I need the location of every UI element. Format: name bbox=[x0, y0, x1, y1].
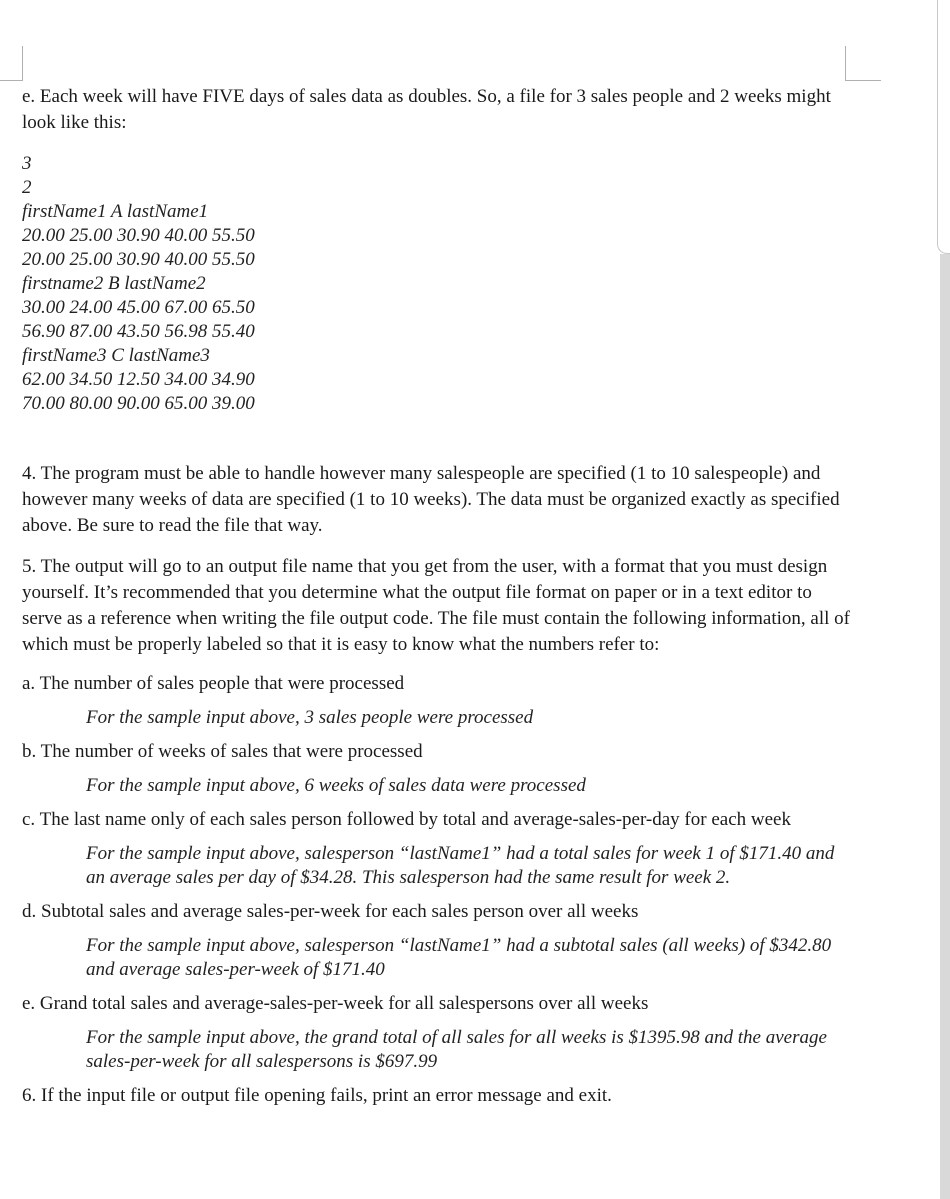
crop-mark-top-left bbox=[22, 46, 23, 81]
intro-paragraph: e. Each week will have FIVE days of sales data as doubles. So, a file for 3 sales people and 2 weeks might look like this: bbox=[22, 86, 831, 133]
sample-line: 20.00 25.00 30.90 40.00 55.50 bbox=[22, 249, 255, 270]
sample-line: 2 bbox=[22, 177, 32, 198]
example-c: For the sample input above, salesperson “lastName1” had a total sales for week 1 of $171.40 and an average sales per day of $34.28. This salesperson had the same result for week 2. bbox=[86, 843, 835, 888]
example-b: For the sample input above, 6 weeks of sales data were processed bbox=[86, 775, 586, 796]
output-item-d: d. Subtotal sales and average sales-per-week for each sales person over all weeks bbox=[22, 901, 639, 922]
output-item-e: e. Grand total sales and average-sales-per-week for all salespersons over all weeks bbox=[22, 993, 649, 1014]
output-item-c: c. The last name only of each sales person followed by total and average-sales-per-day for each week bbox=[22, 809, 791, 830]
requirement-4: 4. The program must be able to handle however many salespeople are specified (1 to 10 salespeople) and however many weeks of data are specified (1 to 10 weeks). The data must be organized exactly as specified above. Be sure to read the file that way. bbox=[22, 463, 840, 536]
vertical-scrollbar[interactable] bbox=[936, 0, 950, 1199]
sample-line: 20.00 25.00 30.90 40.00 55.50 bbox=[22, 225, 255, 246]
scrollbar-track-lower[interactable] bbox=[940, 254, 950, 1199]
document-page bbox=[22, 80, 852, 1108]
sample-line: 30.00 24.00 45.00 67.00 65.50 bbox=[22, 297, 255, 318]
sample-line: firstName3 C lastName3 bbox=[22, 345, 210, 366]
sample-input-file bbox=[22, 152, 852, 416]
requirement-6: 6. If the input file or output file opening fails, print an error message and exit. bbox=[22, 1085, 612, 1106]
crop-mark-top-left-horizontal bbox=[0, 80, 23, 81]
scrollbar-thumb[interactable] bbox=[937, 0, 950, 254]
crop-mark-top-right bbox=[845, 46, 846, 81]
sample-line: firstname2 B lastName2 bbox=[22, 273, 206, 294]
requirement-5: 5. The output will go to an output file name that you get from the user, with a format that you must design yourself. It’s recommended that you determine what the output file format on paper or in a text editor to serve as a reference when writing the file output code. The file must contain the following information, all of which must be properly labeled so that it is easy to know what the numbers refer to: bbox=[22, 556, 850, 655]
example-d: For the sample input above, salesperson “lastName1” had a subtotal sales (all weeks) of $342.80 and average sales-per-week of $171.40 bbox=[86, 935, 832, 980]
sample-line: 56.90 87.00 43.50 56.98 55.40 bbox=[22, 321, 255, 342]
sample-line: 3 bbox=[22, 153, 32, 174]
output-item-b: b. The number of weeks of sales that were processed bbox=[22, 741, 423, 762]
output-item-a: a. The number of sales people that were processed bbox=[22, 673, 405, 694]
sample-line: 70.00 80.00 90.00 65.00 39.00 bbox=[22, 393, 255, 414]
sample-line: 62.00 34.50 12.50 34.00 34.90 bbox=[22, 369, 255, 390]
sample-line: firstName1 A lastName1 bbox=[22, 201, 209, 222]
example-a: For the sample input above, 3 sales people were processed bbox=[86, 707, 534, 728]
example-e: For the sample input above, the grand total of all sales for all weeks is $1395.98 and the average sales-per-week for all salespersons is $697.99 bbox=[86, 1027, 827, 1072]
